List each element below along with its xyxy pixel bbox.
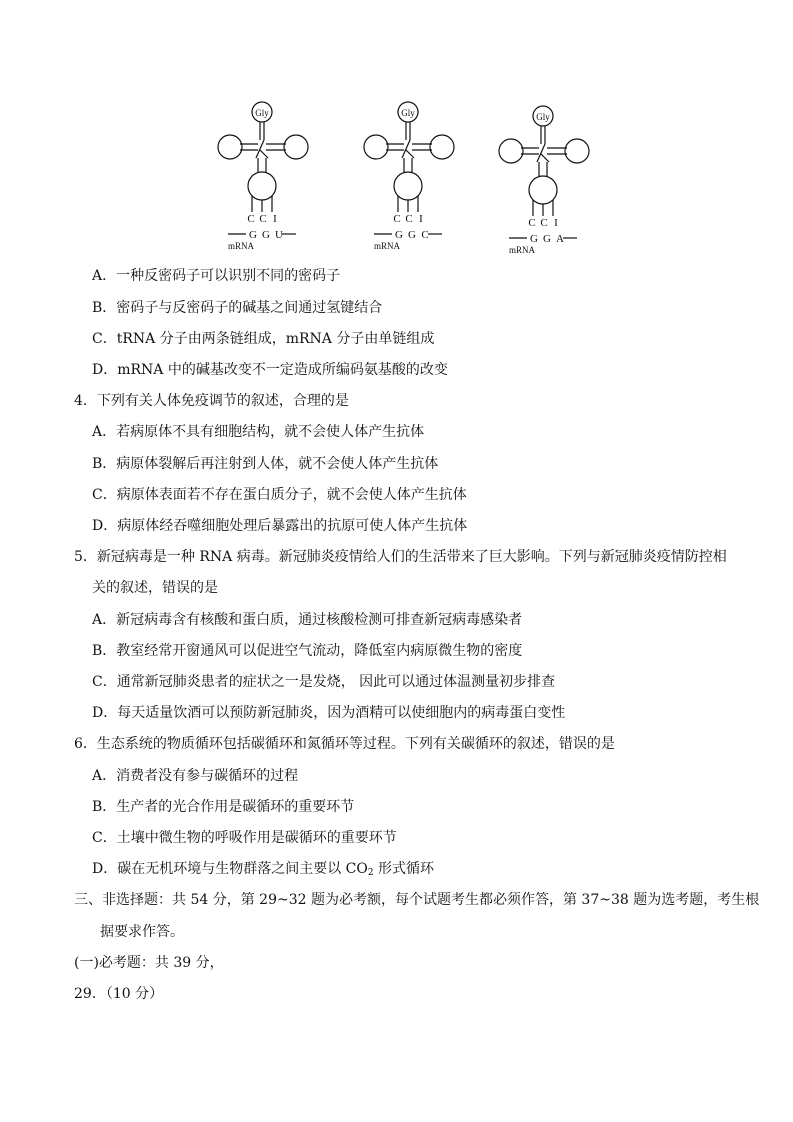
trna-2-d-loop bbox=[364, 135, 388, 159]
q4-stem: 4．下列有关人体免疫调节的叙述，合理的是 bbox=[74, 393, 349, 409]
trna-3-mrna-label: mRNA bbox=[509, 245, 536, 255]
trna-2-amino-acid-label: Gly bbox=[401, 108, 415, 118]
q5-stem-line2: 关的叙述，错误的是 bbox=[92, 580, 218, 596]
q4-option-a: A．若病原体不具有细胞结构，就不会使人体产生抗体 bbox=[92, 424, 425, 440]
trna-2-anticodon-loop bbox=[394, 172, 422, 200]
q6-option-d-tail: 形式循环 bbox=[373, 861, 435, 877]
trna-3-anticodon-base: C bbox=[528, 217, 536, 229]
trna-2-anticodon-base: C bbox=[393, 213, 401, 225]
trna-1-amino-acid-label: Gly bbox=[255, 108, 269, 118]
q5-option-a: A．新冠病毒含有核酸和蛋白质，通过核酸检测可排查新冠病毒感染者 bbox=[92, 612, 523, 628]
trna-3-center-strand bbox=[537, 144, 545, 162]
trna-1-codon-base: G bbox=[262, 229, 270, 241]
q4-option-c: C．病原体表面若不存在蛋白质分子，就不会使人体产生抗体 bbox=[92, 487, 467, 503]
q6-option-b: B．生产者的光合作用是碳循环的重要环节 bbox=[92, 799, 355, 815]
q3-option-a: A．一种反密码子可以识别不同的密码子 bbox=[92, 268, 341, 284]
q6-option-d-text: D．碳在无机环境与生物群落之间主要以 CO bbox=[92, 861, 368, 877]
q6-option-a: A．消费者没有参与碳循环的过程 bbox=[92, 768, 299, 784]
trna-1-t-loop bbox=[284, 135, 308, 159]
trna-3-codon-base: A bbox=[556, 233, 564, 245]
trna-3-t-loop bbox=[565, 139, 589, 163]
trna-3-d-loop bbox=[499, 139, 523, 163]
trna-2-codon-base: G bbox=[395, 229, 403, 241]
trna-2-center-strand bbox=[406, 150, 414, 158]
trna-1-center-strand bbox=[256, 140, 264, 158]
trna-2-mrna-label: mRNA bbox=[374, 241, 401, 251]
trna-2-t-loop bbox=[430, 135, 454, 159]
trna-3-anticodon-base: C bbox=[540, 217, 548, 229]
required-section-heading: (一)必考题：共 39 分， bbox=[74, 955, 224, 971]
trna-3-anticodon-loop bbox=[529, 176, 557, 204]
q3-option-c: C．tRNA 分子由两条链组成，mRNA 分子由单链组成 bbox=[92, 331, 435, 347]
q4-option-d: D．病原体经吞噬细胞处理后暴露出的抗原可使人体产生抗体 bbox=[92, 518, 468, 534]
trna-1-d-loop bbox=[218, 135, 242, 159]
trna-3-amino-acid-label: Gly bbox=[536, 112, 550, 122]
trna-3-anticodon-base: I bbox=[554, 217, 558, 229]
trna-1-center-strand bbox=[260, 150, 268, 158]
q6-option-c: C．土壤中微生物的呼吸作用是碳循环的重要环节 bbox=[92, 830, 397, 846]
q5-option-d: D．每天适量饮酒可以预防新冠肺炎，因为酒精可以使细胞内的病毒蛋白变性 bbox=[92, 705, 566, 721]
q4-option-b: B．病原体裂解后再注射到人体，就不会使人体产生抗体 bbox=[92, 456, 439, 472]
co2-subscript: 2 bbox=[367, 868, 374, 878]
trna-2-anticodon-base: I bbox=[419, 213, 423, 225]
trna-1-codon-base: G bbox=[249, 229, 257, 241]
trna-3-center-strand bbox=[541, 154, 549, 162]
trna-1-codon-base: U bbox=[275, 229, 283, 241]
q5-stem-line1: 5．新冠病毒是一种 RNA 病毒。新冠肺炎疫情给人们的生活带来了巨大影响。下列与新冠肺炎疫情防控相 bbox=[74, 549, 727, 565]
trna-1-mrna-label: mRNA bbox=[228, 241, 255, 251]
section3-heading-cont: 据要求作答。 bbox=[100, 924, 184, 940]
q6-stem: 6．生态系统的物质循环包括碳循环和氮循环等过程。下列有关碳循环的叙述，错误的是 bbox=[74, 736, 615, 752]
trna-1-anticodon-base: I bbox=[273, 213, 277, 225]
q3-option-b: B．密码子与反密码子的碱基之间通过氢键结合 bbox=[92, 300, 383, 316]
trna-1-anticodon-base: C bbox=[247, 213, 255, 225]
q29-heading: 29．（10 分） bbox=[74, 986, 164, 1002]
trna-svg bbox=[200, 96, 600, 256]
trna-2-center-strand bbox=[402, 140, 410, 158]
q6-option-d bbox=[92, 861, 434, 881]
trna-2-codon-base: G bbox=[408, 229, 416, 241]
q3-option-d: D．mRNA 中的碱基改变不一定造成所编码氨基酸的改变 bbox=[92, 362, 448, 378]
trna-diagram bbox=[200, 96, 600, 256]
trna-1-anticodon-loop bbox=[248, 172, 276, 200]
q5-option-c: C．通常新冠肺炎患者的症状之一是发烧， 因此可以通过体温测量初步排查 bbox=[92, 674, 556, 690]
trna-2-codon-base: C bbox=[421, 229, 429, 241]
section3-heading: 三、非选择题：共 54 分，第 29~32 题为必考额，每个试题考生都必须作答，第 37~38 题为选考题，考生根 bbox=[74, 892, 760, 908]
trna-1-anticodon-base: C bbox=[259, 213, 267, 225]
trna-3-codon-base: G bbox=[543, 233, 551, 245]
q5-option-b: B．教室经常开窗通风可以促进空气流动，降低室内病原微生物的密度 bbox=[92, 643, 523, 659]
trna-3-codon-base: G bbox=[530, 233, 538, 245]
trna-2-anticodon-base: C bbox=[405, 213, 413, 225]
